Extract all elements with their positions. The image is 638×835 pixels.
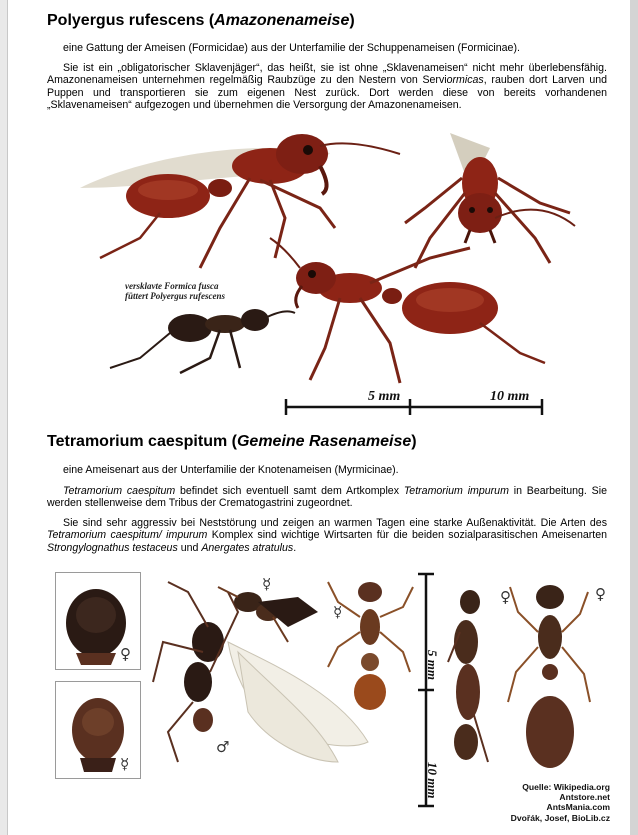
scrollbar-track[interactable] [630,0,638,835]
formica-fusca-slave-image [110,309,295,373]
scale-label-10mm-vertical: 10 mm [425,762,440,799]
female-symbol-head: ♀ [120,645,131,663]
worker-symbol-center: ☿ [333,603,343,621]
female-symbol-right: ♀ [595,585,606,603]
polyergus-front-view-image [405,133,575,268]
tetramorium-side-view-image [448,590,488,762]
paragraph-polyergus-1: eine Gattung der Ameisen (Formicidae) aus der Unterfamilie der Schuppenameisen (Formicinae). [63,42,520,54]
scale-label-5mm-vertical: 5 mm [425,650,440,680]
worker-symbol-winged: ☿ [262,575,272,593]
paragraph-tetramorium-1: eine Ameisenart aus der Unterfamilie der Knotenameisen (Myrmicinae). [63,464,399,476]
tetramorium-worker-top-image [328,582,413,710]
worker-symbol-head: ☿ [120,755,130,773]
paragraph-polyergus-2: Sie ist ein „obligatorischer Sklavenjäger“, das heißt, sie ist ohne „Sklavenameisen“ nicht mehr überlebensfähig. Amazonenameisen unternehmen regelmäßig Raubzüge zu den Nestern von Serviormicas, rauben dort Larven und Puppen und transportieren sie zum eigenen Nest zurück. Dort werden diese von bereits vorhandenen „Sklavenameisen“ aufgezogen und übernehmen die Versorgung der Amazonenameisen. [47,62,607,112]
polyergus-feeding-ant-image [270,238,545,383]
paragraph-tetramorium-2: Tetramorium caespitum befindet sich eventuell samt dem Artkomplex Tetramorium impurum in Bearbeitung. Sie werden stellenweise dem Tribus der Crematogastrini zugeordnet. [47,485,607,510]
section-title-tetramorium: Tetramorium caespitum (Gemeine Rasenameise) [47,433,417,450]
tetramorium-queen-image [218,587,318,642]
tetramorium-gyne-top-image [508,585,590,768]
scale-label-5mm: 5 mm [368,389,401,404]
tetramorium-ants-photo [148,572,588,792]
polyergus-ants-photo [70,118,610,388]
photo-caption: versklavte Formica fusca füttert Polyergus rufescens [125,281,225,301]
male-symbol: ♂ [216,738,230,756]
female-symbol-side: ♀ [500,588,511,606]
source-credits: Quelle: Wikipedia.org Antstore.net AntsMania.com Dvořák, Josef, BioLib.cz [510,782,610,823]
section-title-polyergus: Polyergus rufescens (Amazonenameise) [47,12,355,29]
scale-label-10mm: 10 mm [490,389,530,404]
paragraph-tetramorium-3: Sie sind sehr aggressiv bei Neststörung und zeigen an warmen Tagen eine starke Außenaktivität. Die Arten des Tetramorium caespitum/ impurum Komplex sind wichtige Wirtsarten für die beiden sozialparasitischen Ameisenarten Strongylognathus testaceus und Anergates atratulus. [47,517,607,554]
polyergus-winged-ant-image [80,134,400,268]
